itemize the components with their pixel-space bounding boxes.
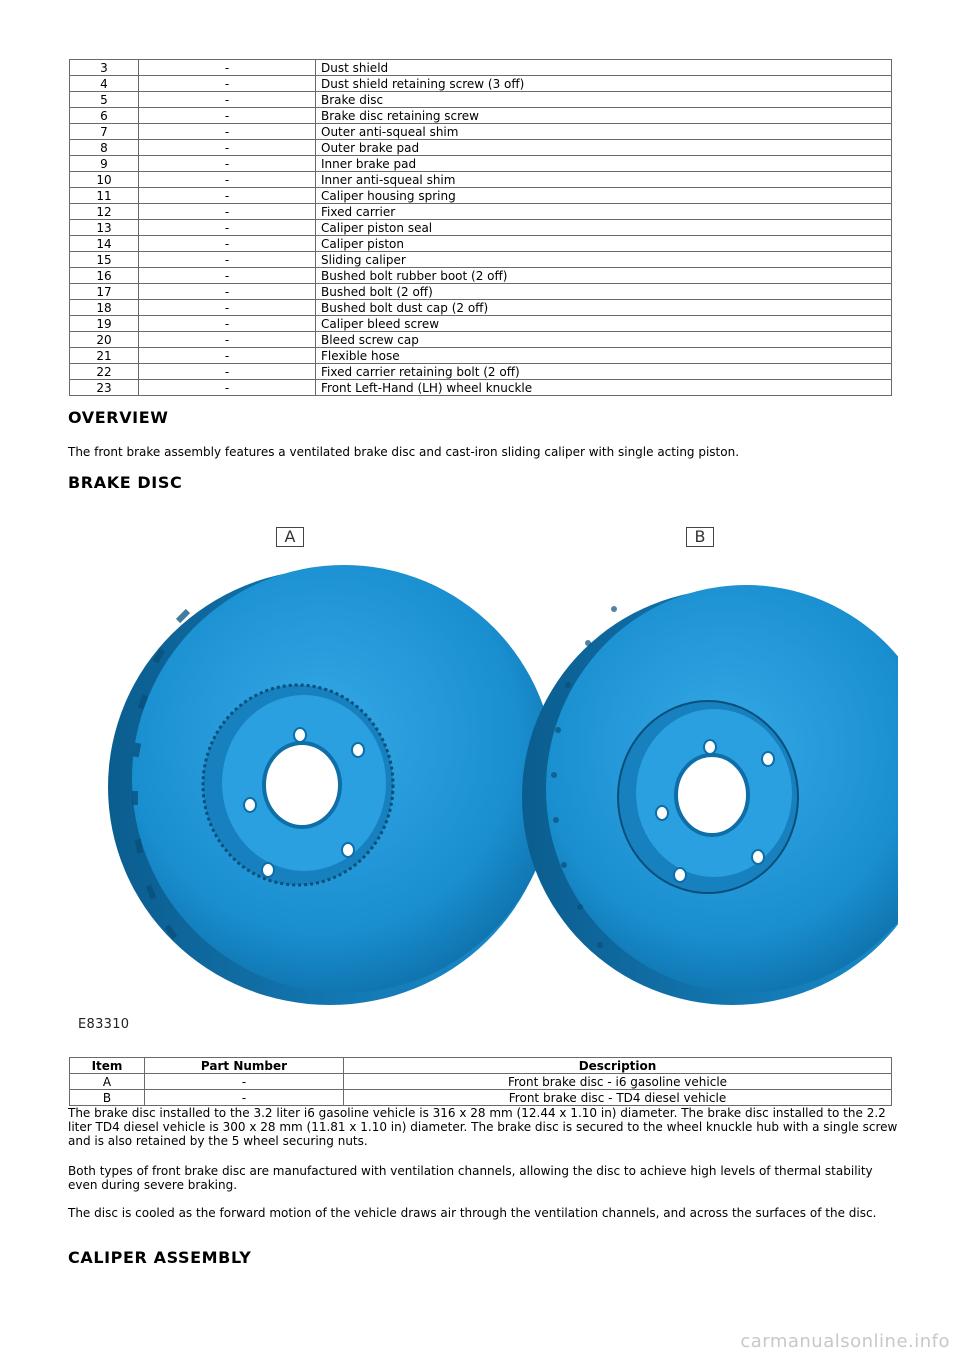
description: Bushed bolt (2 off)	[316, 284, 892, 300]
table-row	[70, 348, 892, 364]
parts-table	[69, 59, 892, 396]
callout-a: A	[276, 527, 304, 547]
part-number: -	[139, 204, 316, 220]
overview-text: The front brake assembly features a ventilated brake disc and cast-iron sliding caliper with single acting piston.	[68, 445, 740, 459]
part-number: -	[145, 1074, 344, 1090]
table-row	[70, 380, 892, 396]
table-row	[70, 76, 892, 92]
table-row	[70, 172, 892, 188]
table-row	[70, 220, 892, 236]
row-number: 3	[70, 60, 139, 76]
row-number: 10	[70, 172, 139, 188]
row-number: 15	[70, 252, 139, 268]
row-number: 9	[70, 156, 139, 172]
row-number: 20	[70, 332, 139, 348]
row-number: 5	[70, 92, 139, 108]
description: Dust shield	[316, 60, 892, 76]
description: Caliper piston	[316, 236, 892, 252]
description: Front Left-Hand (LH) wheel knuckle	[316, 380, 892, 396]
row-number: 19	[70, 316, 139, 332]
caliper-assembly-heading: CALIPER ASSEMBLY	[68, 1248, 252, 1267]
row-number: 13	[70, 220, 139, 236]
part-number: -	[139, 252, 316, 268]
part-number: -	[139, 140, 316, 156]
part-number: -	[139, 364, 316, 380]
description: Outer brake pad	[316, 140, 892, 156]
description: Bleed screw cap	[316, 332, 892, 348]
description: Fixed carrier	[316, 204, 892, 220]
table-row	[70, 284, 892, 300]
description: Caliper housing spring	[316, 188, 892, 204]
watermark: carmanualsonline.info	[740, 1331, 950, 1352]
row-number: 14	[70, 236, 139, 252]
description: Flexible hose	[316, 348, 892, 364]
brake-disc-figure	[68, 515, 898, 1045]
row-number: 16	[70, 268, 139, 284]
brake-disc-paragraph-2: Both types of front brake disc are manufactured with ventilation channels, allowing the disc to achieve high levels of thermal stability even during severe braking.	[68, 1164, 873, 1192]
part-number: -	[139, 380, 316, 396]
table-row	[70, 268, 892, 284]
item: B	[70, 1090, 145, 1106]
part-number: -	[139, 348, 316, 364]
part-number: -	[139, 220, 316, 236]
overview-heading: OVERVIEW	[68, 408, 169, 427]
table-row	[70, 332, 892, 348]
part-number: -	[139, 268, 316, 284]
row-number: 7	[70, 124, 139, 140]
parts-table-body	[70, 60, 892, 396]
row-number: 12	[70, 204, 139, 220]
table-row	[70, 204, 892, 220]
brake-disc-paragraph-1: The brake disc installed to the 3.2 liter i6 gasoline vehicle is 316 x 28 mm (12.44 x 1.10 in) diameter. The brake disc installed to the 2.2 liter TD4 diesel vehicle is 300 x 28 mm (11.81 x 1.10 in) diameter. The brake disc is secured to the wheel knuckle hub with a single screw and is also retained by the 5 wheel securing nuts.	[68, 1106, 898, 1148]
part-number: -	[139, 124, 316, 140]
part-number: -	[139, 76, 316, 92]
description: Inner brake pad	[316, 156, 892, 172]
item: A	[70, 1074, 145, 1090]
header-item: Item	[70, 1058, 145, 1074]
items-table-body	[70, 1074, 892, 1106]
part-number: -	[139, 188, 316, 204]
row-number: 21	[70, 348, 139, 364]
table-row	[70, 92, 892, 108]
description: Inner anti-squeal shim	[316, 172, 892, 188]
description: Outer anti-squeal shim	[316, 124, 892, 140]
part-number: -	[139, 236, 316, 252]
row-number: 18	[70, 300, 139, 316]
row-number: 8	[70, 140, 139, 156]
description: Brake disc retaining screw	[316, 108, 892, 124]
part-number: -	[139, 108, 316, 124]
table-row	[70, 1090, 892, 1106]
row-number: 4	[70, 76, 139, 92]
brake-disc-heading: BRAKE DISC	[68, 473, 183, 492]
part-number: -	[139, 92, 316, 108]
table-row	[70, 300, 892, 316]
figure-reference: E83310	[78, 1017, 130, 1032]
description: Caliper piston seal	[316, 220, 892, 236]
description: Caliper bleed screw	[316, 316, 892, 332]
table-row	[70, 236, 892, 252]
table-row	[70, 1074, 892, 1090]
row-number: 11	[70, 188, 139, 204]
header-description: Description	[344, 1058, 892, 1074]
description: Brake disc	[316, 92, 892, 108]
part-number: -	[139, 332, 316, 348]
table-row	[70, 316, 892, 332]
row-number: 17	[70, 284, 139, 300]
part-number: -	[139, 156, 316, 172]
part-number: -	[145, 1090, 344, 1106]
table-row	[70, 60, 892, 76]
row-number: 6	[70, 108, 139, 124]
table-row	[70, 156, 892, 172]
brake-disc-drawings	[68, 515, 898, 1015]
row-number: 22	[70, 364, 139, 380]
description: Front brake disc - TD4 diesel vehicle	[344, 1090, 892, 1106]
items-table	[69, 1057, 892, 1106]
header-part-number: Part Number	[145, 1058, 344, 1074]
part-number: -	[139, 60, 316, 76]
description: Bushed bolt rubber boot (2 off)	[316, 268, 892, 284]
callout-b: B	[686, 527, 714, 547]
description: Dust shield retaining screw (3 off)	[316, 76, 892, 92]
table-row	[70, 140, 892, 156]
description: Sliding caliper	[316, 252, 892, 268]
brake-disc-b	[522, 585, 898, 1005]
part-number: -	[139, 172, 316, 188]
description: Fixed carrier retaining bolt (2 off)	[316, 364, 892, 380]
row-number: 23	[70, 380, 139, 396]
description: Bushed bolt dust cap (2 off)	[316, 300, 892, 316]
items-header-row	[70, 1058, 892, 1074]
table-row	[70, 108, 892, 124]
brake-disc-a	[108, 565, 556, 1005]
part-number: -	[139, 316, 316, 332]
brake-disc-paragraph-3: The disc is cooled as the forward motion of the vehicle draws air through the ventilation channels, and across the surfaces of the disc.	[68, 1206, 877, 1220]
table-row	[70, 252, 892, 268]
table-row	[70, 364, 892, 380]
part-number: -	[139, 300, 316, 316]
table-row	[70, 124, 892, 140]
table-row	[70, 188, 892, 204]
part-number: -	[139, 284, 316, 300]
description: Front brake disc - i6 gasoline vehicle	[344, 1074, 892, 1090]
